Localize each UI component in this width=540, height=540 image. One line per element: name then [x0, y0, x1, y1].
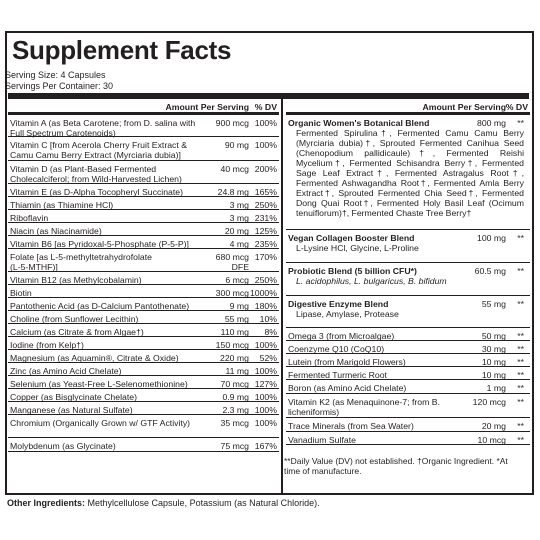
nutrient-amount: 680 mcg DFE: [215, 252, 249, 272]
panel-title: Supplement Facts: [12, 35, 232, 65]
nutrient-name: Vitamin A (as Beta Carotene; from D. salina with Full Spectrum Carotenoids): [10, 118, 196, 138]
nutrient-amount: 35 mcg: [220, 418, 249, 428]
right-column: [286, 99, 530, 445]
nutrient-amount: 20 mg: [224, 226, 249, 236]
nutrient-amount: 3 mg: [229, 200, 249, 210]
table-row: [8, 197, 279, 210]
ingredient-amount: 100 mg: [477, 233, 506, 243]
nutrient-amount: 75 mcg: [220, 441, 249, 451]
table-row: [8, 210, 279, 223]
blend-ingredients: Lipase, Amylase, Protease: [296, 309, 399, 319]
ingredient-dv: **: [517, 383, 524, 393]
table-row: [8, 363, 279, 376]
nutrient-amount: 6 mcg: [225, 275, 249, 285]
amount-header: Amount Per Serving: [422, 102, 506, 112]
ingredient-amount: 120 mcg: [472, 397, 506, 407]
table-row: [8, 236, 279, 249]
column-divider: [281, 99, 283, 493]
ingredient-amount: 60.5 mg: [474, 266, 506, 276]
nutrient-name: Chromium (Organically Grown w/ GTF Activity): [10, 418, 191, 428]
ingredient-amount: 30 mg: [481, 344, 506, 354]
nutrient-amount: 40 mcg: [220, 164, 249, 174]
table-row: [8, 324, 279, 337]
nutrient-name: Magnesium (as Aquamin®, Citrate & Oxide): [10, 353, 179, 363]
footnote: **Daily Value (DV) not established. †Organic Ingredient. *At time of manufacture.: [284, 456, 508, 476]
nutrient-name: Manganese (as Natural Sulfate): [10, 405, 133, 415]
ingredient-name: Fermented Turmeric Root: [288, 370, 387, 380]
nutrient-dv: 167%: [254, 441, 277, 451]
nutrient-dv: 165%: [254, 187, 277, 197]
left-column: [8, 99, 279, 452]
table-row: [8, 184, 279, 197]
table-row: [286, 418, 530, 432]
nutrient-dv: 100%: [254, 118, 277, 128]
nutrient-name: Vitamin C [from Acerola Cherry Fruit Extract & Camu Camu Berry Extract (Myrciaria dubia)]: [10, 140, 188, 160]
nutrient-name: Folate [as L-5-methyltetrahydrofolate (L-5-MTHF)]: [10, 252, 152, 272]
ingredient-dv: **: [517, 421, 524, 431]
nutrient-name: Copper (as Bisglycinate Chelate): [10, 392, 137, 402]
table-row: [8, 223, 279, 236]
ingredient-dv: **: [517, 118, 524, 128]
table-row: [8, 161, 279, 184]
blend-name: Vegan Collagen Booster Blend: [288, 233, 415, 243]
nutrient-dv: 100%: [254, 340, 277, 350]
table-row: [8, 337, 279, 350]
table-region: [5, 31, 534, 495]
nutrient-amount: 4 mg: [229, 239, 249, 249]
nutrient-dv: 125%: [254, 226, 277, 236]
table-row: [286, 367, 530, 380]
table-row: [286, 432, 530, 445]
table-row: [8, 137, 279, 161]
ingredient-name: Trace Minerals (from Sea Water): [288, 421, 414, 431]
nutrient-name: Zinc (as Amino Acid Chelate): [10, 366, 122, 376]
ingredient-dv: **: [517, 266, 524, 276]
nutrient-dv: 100%: [254, 418, 277, 428]
nutrient-dv: 100%: [254, 405, 277, 415]
ingredient-dv: **: [517, 357, 524, 367]
ingredient-amount: 55 mg: [481, 299, 506, 309]
left-column-header: [8, 99, 279, 115]
nutrient-name: Calcium (as Citrate & from Algae†): [10, 327, 144, 337]
nutrient-dv: 1000%: [249, 288, 277, 298]
table-row: [8, 311, 279, 324]
nutrient-amount: 90 mg: [224, 140, 249, 150]
nutrient-name: Selenium (as Yeast-Free L-Selenomethionine): [10, 379, 188, 389]
ingredient-dv: **: [517, 233, 524, 243]
table-row: [286, 328, 530, 341]
table-row: [286, 354, 530, 367]
ingredient-name: Boron (as Amino Acid Chelate): [288, 383, 407, 393]
ingredient-dv: **: [517, 435, 524, 445]
table-row: [8, 272, 279, 285]
nutrient-dv: 100%: [254, 366, 277, 376]
nutrient-amount: 9 mg: [229, 301, 249, 311]
table-row: [8, 298, 279, 311]
nutrient-dv: 52%: [259, 353, 277, 363]
nutrient-name: Choline (from Sunflower Lecithin): [10, 314, 139, 324]
ingredient-amount: 10 mcg: [477, 435, 506, 445]
nutrient-name: Biotin: [10, 288, 32, 298]
table-row: [286, 115, 530, 230]
nutrient-amount: 110 mg: [220, 327, 249, 337]
nutrient-name: Vitamin E (as D-Alpha Tocopheryl Succinate): [10, 187, 184, 197]
blend-name: Probiotic Blend (5 billion CFU*): [288, 266, 417, 276]
dv-header: % DV: [505, 102, 528, 112]
dv-header: % DV: [254, 102, 277, 112]
table-row: [286, 263, 530, 296]
table-row: [8, 389, 279, 402]
nutrient-amount: 220 mg: [220, 353, 249, 363]
other-ingredients-label: Other Ingredients:: [7, 498, 86, 508]
table-row: [286, 380, 530, 394]
nutrient-amount: 0.9 mg: [222, 392, 249, 402]
nutrient-name: Molybdenum (as Glycinate): [10, 441, 116, 451]
nutrient-dv: 170%: [254, 252, 277, 262]
nutrient-amount: 3 mg: [229, 213, 249, 223]
table-row: [8, 115, 279, 137]
nutrient-amount: 11 mg: [225, 366, 249, 376]
table-row: [8, 415, 279, 438]
nutrient-dv: 8%: [264, 327, 277, 337]
nutrient-amount: 2.3 mg: [222, 405, 249, 415]
nutrient-dv: 200%: [254, 164, 277, 174]
nutrient-amount: 24.8 mg: [217, 187, 249, 197]
ingredient-amount: 50 mg: [481, 331, 506, 341]
ingredient-dv: **: [517, 370, 524, 380]
nutrient-name: Riboflavin: [10, 213, 49, 223]
ingredient-dv: **: [517, 331, 524, 341]
table-row: [8, 249, 279, 272]
nutrient-dv: 180%: [254, 301, 277, 311]
nutrient-dv: 250%: [254, 275, 277, 285]
table-row: [286, 341, 530, 354]
ingredient-dv: **: [517, 397, 524, 407]
amount-header: Amount Per Serving: [165, 102, 249, 112]
nutrient-name: Vitamin D (as Plant-Based Fermented Cholecalciferol; from Wild-Harvested Lichen): [10, 164, 182, 184]
blend-ingredients: Fermented Spirulina†, Fermented Camu Camu Berry (Myrciaria dubia)†, Sprouted Fermented Canihua Seed (Chenopodium pallidicaule)†, Fermented Reishi Mycelium†, Fermented Schisandra Berry†, Fermented Sage Leaf Extract†, Fermented Astragalus Root†, Fermented Ashwagandha Root†, Fermented Amla Berry Extract†, Sprouted Fermented Chia Seed†, Fermented Dong Quai Root†, Fermented Holy Basil Leaf (Ocimum tenuiflorum)†, Fermented Chaste Tree Berry†: [296, 128, 524, 218]
ingredient-name: Coenzyme Q10 (CoQ10): [288, 344, 385, 354]
ingredient-amount: 10 mg: [481, 357, 506, 367]
ingredient-amount: 10 mg: [481, 370, 506, 380]
nutrient-dv: 231%: [254, 213, 277, 223]
nutrient-dv: 127%: [254, 379, 277, 389]
nutrient-name: Pantothenic Acid (as D-Calcium Pantothenate): [10, 301, 190, 311]
right-column-header: [286, 99, 530, 115]
ingredient-dv: **: [517, 344, 524, 354]
table-row: [286, 394, 530, 418]
nutrient-amount: 150 mcg: [215, 340, 249, 350]
ingredient-amount: 800 mg: [477, 118, 506, 128]
other-ingredients-text: Methylcellulose Capsule, Potassium (as Natural Chloride).: [85, 498, 320, 508]
nutrient-dv: 10%: [259, 314, 277, 324]
nutrient-name: Iodine (from Kelp†): [10, 340, 84, 350]
nutrient-dv: 100%: [254, 140, 277, 150]
table-row: [286, 296, 530, 328]
serving-size: Serving Size: 4 Capsules: [5, 70, 106, 80]
nutrient-name: Niacin (as Niacinamide): [10, 226, 102, 236]
servings-per-container: Servings Per Container: 30: [5, 81, 114, 91]
nutrient-amount: 55 mg: [224, 314, 249, 324]
ingredient-name: Vitamin K2 (as Menaquinone-7; from B. licheniformis): [288, 397, 440, 417]
nutrient-dv: 235%: [254, 239, 277, 249]
ingredient-amount: 1 mg: [486, 383, 506, 393]
blend-name: Organic Women's Botanical Blend: [288, 118, 430, 128]
nutrient-name: Vitamin B12 (as Methylcobalamin): [10, 275, 142, 285]
ingredient-name: Vanadium Sulfate: [288, 435, 356, 445]
blend-ingredients: L. acidophilus, L. bulgaricus, B. bifidum: [296, 276, 447, 286]
nutrient-amount: 900 mcg: [215, 118, 249, 128]
table-row: [8, 438, 279, 452]
table-row: [8, 402, 279, 415]
nutrient-name: Thiamin (as Thiamine HCl): [10, 200, 114, 210]
blend-ingredients: L-Lysine HCl, Glycine, L-Proline: [296, 243, 419, 253]
other-ingredients: [7, 498, 320, 508]
ingredient-name: Lutein (from Marigold Flowers): [288, 357, 406, 367]
nutrient-dv: 250%: [254, 200, 277, 210]
ingredient-dv: **: [517, 299, 524, 309]
ingredient-amount: 20 mg: [481, 421, 506, 431]
ingredient-name: Omega 3 (from Microalgae): [288, 331, 395, 341]
table-row: [8, 285, 279, 298]
table-row: [8, 376, 279, 389]
table-row: [8, 350, 279, 363]
nutrient-amount: 70 mcg: [220, 379, 249, 389]
nutrient-amount: 300 mcg: [215, 288, 249, 298]
nutrient-name: Vitamin B6 [as Pyridoxal-5-Phosphate (P-5-P)]: [10, 239, 189, 249]
table-row: [286, 230, 530, 263]
blend-name: Digestive Enzyme Blend: [288, 299, 389, 309]
nutrient-dv: 100%: [254, 392, 277, 402]
